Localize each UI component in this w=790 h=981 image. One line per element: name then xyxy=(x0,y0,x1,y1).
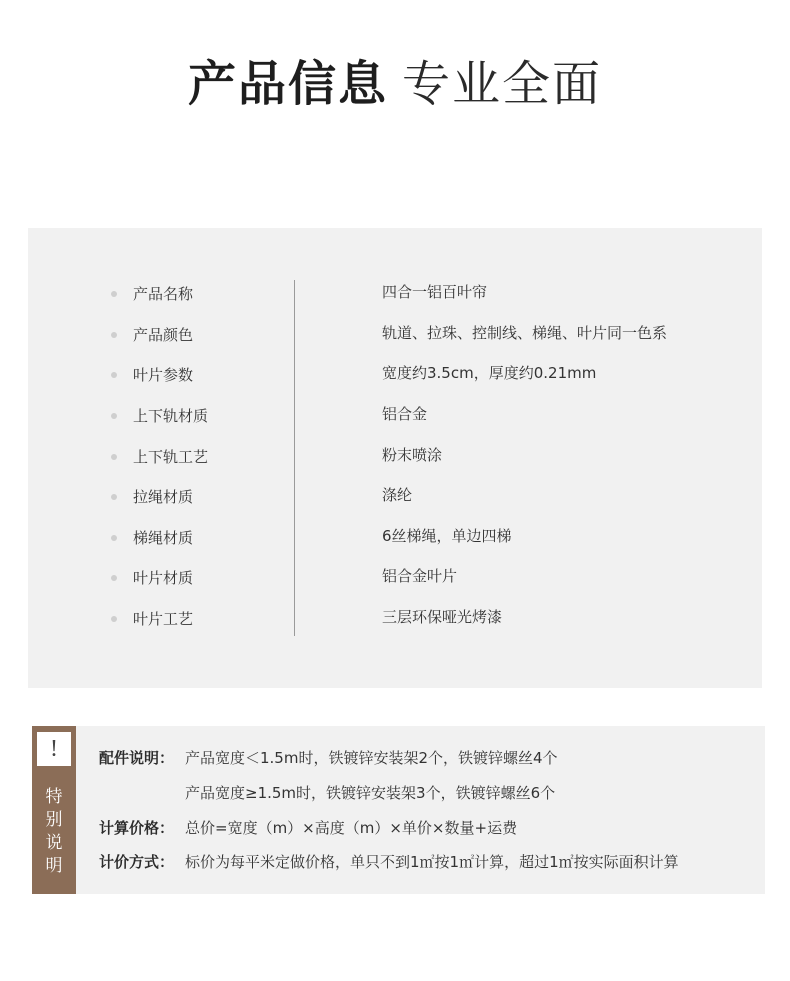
note-label: 计算价格： xyxy=(99,819,175,837)
note-text: 总价=宽度（m）×高度（m）×单价×数量+运费 xyxy=(185,819,518,837)
spec-label: 产品名称 xyxy=(133,285,194,303)
spec-value: 三层环保哑光烤漆 xyxy=(382,608,503,626)
spec-label: 叶片工艺 xyxy=(133,610,194,628)
spec-row-name xyxy=(28,280,762,308)
bullet-dot-icon xyxy=(111,494,117,500)
spec-value: 铝合金叶片 xyxy=(382,567,458,585)
spec-row-rail-material xyxy=(28,402,762,430)
spec-value: 粉末喷涂 xyxy=(382,446,443,464)
spec-value: 涤纶 xyxy=(382,486,413,504)
spec-row-ladder-material xyxy=(28,524,762,552)
bullet-dot-icon xyxy=(111,535,117,541)
spec-value: 铝合金 xyxy=(382,405,428,423)
special-notes-tab-label xyxy=(32,786,76,878)
spec-row-slat-material xyxy=(28,564,762,592)
spec-label: 梯绳材质 xyxy=(133,529,194,547)
note-line-accessories xyxy=(99,745,558,771)
note-label: 计价方式： xyxy=(99,853,175,871)
bullet-dot-icon xyxy=(111,332,117,338)
note-text: 标价为每平米定做价格，单只不到1㎡按1㎡计算，超过1㎡按实际面积计算 xyxy=(185,853,679,871)
spec-label: 上下轨工艺 xyxy=(133,448,209,466)
bullet-dot-icon xyxy=(111,616,117,622)
special-notes-tab xyxy=(32,726,76,894)
spec-value: 宽度约3.5cm，厚度约0.21mm xyxy=(382,364,597,382)
spec-panel xyxy=(28,228,762,688)
spec-row-slat-params xyxy=(28,361,762,389)
bullet-dot-icon xyxy=(111,575,117,581)
tab-char: 别 xyxy=(45,810,63,830)
spec-label: 产品颜色 xyxy=(133,326,194,344)
spec-label: 叶片材质 xyxy=(133,569,194,587)
spec-row-color xyxy=(28,321,762,349)
exclamation-icon: ! xyxy=(37,732,71,766)
spec-label: 拉绳材质 xyxy=(133,488,194,506)
page-title-light: 专业全面 xyxy=(402,56,603,112)
spec-row-slat-process xyxy=(28,605,762,633)
note-label: 配件说明： xyxy=(99,749,175,767)
spec-value: 6丝梯绳，单边四梯 xyxy=(382,527,512,545)
tab-char: 说 xyxy=(45,833,63,853)
note-text: 产品宽度≥1.5m时，铁镀锌安装架3个，铁镀锌螺丝6个 xyxy=(185,784,556,802)
bullet-dot-icon xyxy=(111,372,117,378)
spec-value: 轨道、拉珠、控制线、梯绳、叶片同一色系 xyxy=(382,324,668,342)
tab-char: 明 xyxy=(45,856,63,876)
note-text: 产品宽度＜1.5m时，铁镀锌安装架2个，铁镀锌螺丝4个 xyxy=(185,749,558,767)
spec-row-rail-process xyxy=(28,443,762,471)
spec-label: 叶片参数 xyxy=(133,366,194,384)
special-notes-box xyxy=(32,726,765,894)
note-line-accessories-wide xyxy=(99,780,555,806)
spec-label: 上下轨材质 xyxy=(133,407,209,425)
note-line-price-calc xyxy=(99,815,517,841)
bullet-dot-icon xyxy=(111,291,117,297)
page-title xyxy=(0,52,790,116)
bullet-dot-icon xyxy=(111,454,117,460)
spec-value: 四合一铝百叶帘 xyxy=(382,283,488,301)
page-title-bold: 产品信息 xyxy=(187,56,388,112)
tab-char: 特 xyxy=(45,787,63,807)
note-line-pricing-method xyxy=(99,849,679,875)
spec-row-cord-material xyxy=(28,483,762,511)
bullet-dot-icon xyxy=(111,413,117,419)
